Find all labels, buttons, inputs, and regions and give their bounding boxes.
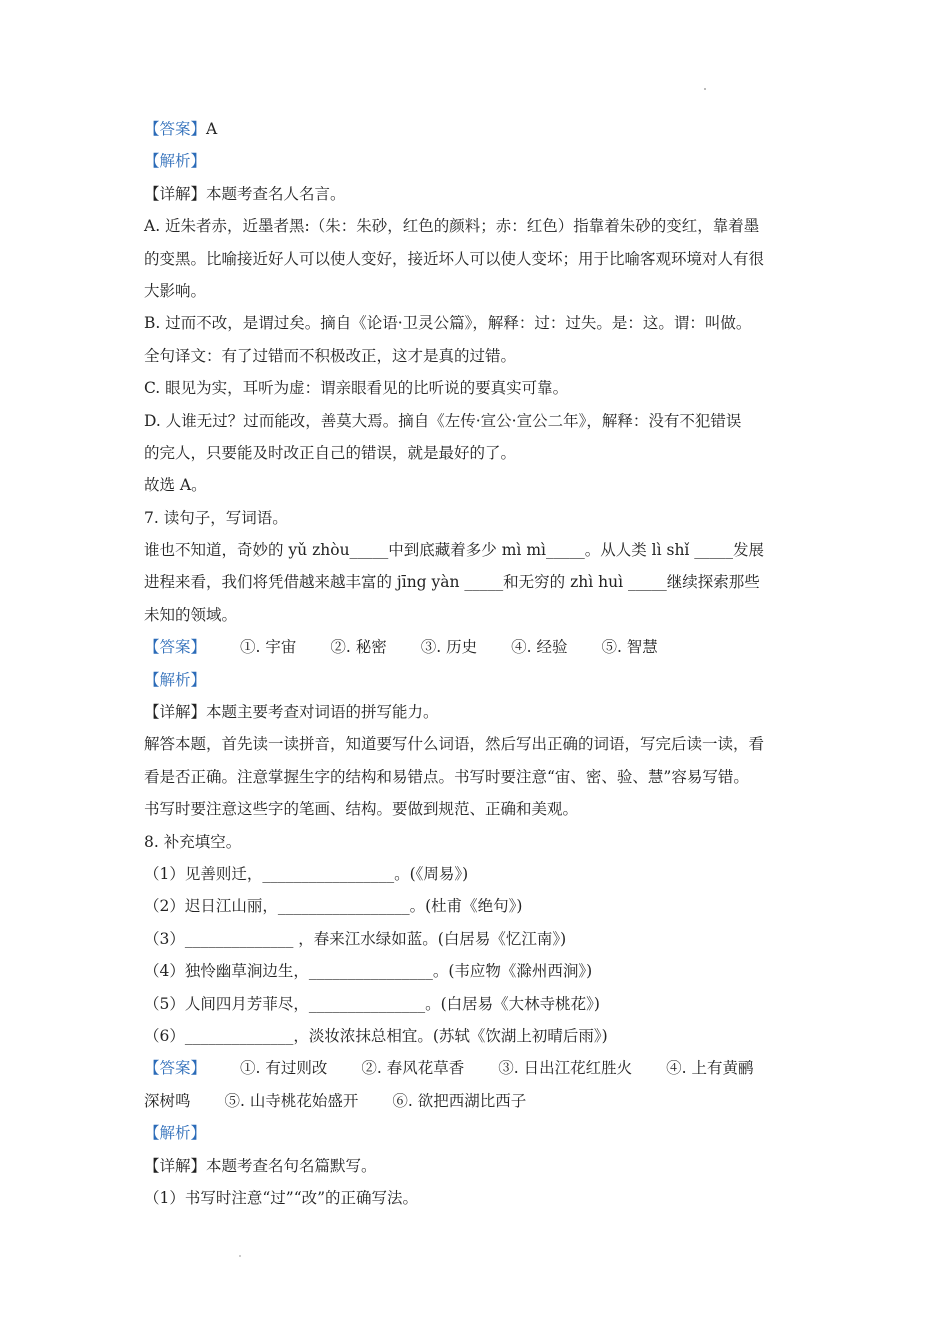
q7-sentence-line: 进程来看，我们将凭借越来越丰富的 jīng yàn _____和无穷的 zhì huì _____继续探索那些 xyxy=(144,573,760,592)
answer-item: ⑤. 山寺桃花始盛开 xyxy=(224,1091,359,1110)
analysis-tag: 【解析】 xyxy=(144,1124,207,1143)
q8-answer-line xyxy=(144,1052,820,1084)
q6-explain-line: 的变黑。比喻接近好人可以使人变好，接近坏人可以使人变坏；用于比喻客观环境对人有很 xyxy=(144,249,765,268)
detail-text: 本题考查名人名言。 xyxy=(206,184,346,203)
answer-item: ④. 经验 xyxy=(511,638,568,657)
scan-speck xyxy=(239,1255,241,1257)
q7-sentence-line: 谁也不知道，奇妙的 yǔ zhòu_____中到底藏着多少 mì mì_____。从人类 lì shǐ _____发展 xyxy=(144,541,765,560)
answer-tag: 【答案】 xyxy=(144,1059,207,1078)
q6-explain-line: C. 眼见为实，耳听为虚：谓亲眼看见的比听说的要真实可靠。 xyxy=(144,379,569,398)
answer-item: ③. 历史 xyxy=(420,638,478,657)
answer-tag: 【答案】 xyxy=(144,120,207,138)
q8-item: （4）独怜幽草涧边生，________________。(韦应物《滁州西涧》) xyxy=(144,962,593,981)
q7-analysis-line xyxy=(144,664,820,696)
q7-sentence-line: 未知的领域。 xyxy=(144,605,238,624)
q8-answer-line xyxy=(144,1085,820,1117)
answer-item: ①. 有过则改 xyxy=(240,1059,328,1078)
detail-tag: 【详解】 xyxy=(144,703,207,722)
q7-explain-line: 看是否正确。注意掌握生字的结构和易错点。书写时要注意“宙、密、验、慧”容易写错。 xyxy=(144,767,749,786)
q6-detail-line xyxy=(144,178,820,210)
q6-explain-line: 的完人，只要能及时改正自己的错误，就是最好的了。 xyxy=(144,443,517,462)
detail-tag: 【详解】 xyxy=(144,1156,207,1175)
q8-title: 8. 补充填空。 xyxy=(144,832,242,851)
q6-explain-line: 全句译文：有了过错而不积极改正，这才是真的过错。 xyxy=(144,346,517,365)
analysis-tag: 【解析】 xyxy=(144,670,207,689)
q6-explain-line: B. 过而不改，是谓过矣。摘自《论语·卫灵公篇》，解释：过：过失。是：这。谓：叫做。 xyxy=(144,314,752,333)
answer-tag: 【答案】 xyxy=(144,638,207,657)
q8-item: （1）见善则迁，_________________。(《周易》) xyxy=(144,864,469,883)
detail-text: 本题主要考查对词语的拼写能力。 xyxy=(206,703,439,722)
q6-analysis-line xyxy=(144,145,820,177)
scan-speck xyxy=(704,88,706,90)
q6-explain-line: D. 人谁无过？过而能改，善莫大焉。摘自《左传·宣公·宣公二年》，解释：没有不犯错误 xyxy=(144,411,742,430)
answer-item: ⑥. 欲把西湖比西子 xyxy=(392,1091,527,1110)
answer-item: ③. 日出江花红胜火 xyxy=(498,1059,633,1078)
answer-item: ①. 宇宙 xyxy=(240,638,297,657)
answer-value: A xyxy=(206,120,218,138)
q8-item: （5）人间四月芳菲尽，_______________。(白居易《大林寺桃花》) xyxy=(144,994,600,1013)
answer-item: ②. 春风花草香 xyxy=(361,1059,465,1078)
answer-item: ②. 秘密 xyxy=(330,638,387,657)
q8-item: （3）______________ ，春来江水绿如蓝。(白居易《忆江南》) xyxy=(144,929,567,948)
q8-analysis-line xyxy=(144,1117,820,1149)
q6-conclusion: 故选 A。 xyxy=(144,476,207,495)
q8-item: （2）迟日江山丽，_________________。(杜甫《绝句》) xyxy=(144,897,523,916)
q6-answer-line xyxy=(144,113,820,145)
q7-answer-line xyxy=(144,631,820,663)
q8-explain-line: （1）书写时注意“过”“改”的正确写法。 xyxy=(144,1188,419,1207)
q7-detail-line xyxy=(144,696,820,728)
detail-tag: 【详解】 xyxy=(144,184,207,203)
answer-item: ⑤. 智慧 xyxy=(601,638,658,657)
document-content xyxy=(144,113,820,1214)
answer-item: 深树鸣 xyxy=(144,1091,191,1110)
answer-item: ④. 上有黄鹂 xyxy=(666,1059,754,1078)
q8-detail-line xyxy=(144,1150,820,1182)
detail-text: 本题考查名句名篇默写。 xyxy=(206,1156,377,1175)
q8-item: （6）______________，淡妆浓抹总相宜。(苏轼《饮湖上初晴后雨》) xyxy=(144,1026,608,1045)
q6-explain-line: A. 近朱者赤，近墨者黑:（朱：朱砂，红色的颜料；赤：红色）指靠着朱砂的变红，靠着墨 xyxy=(144,217,760,236)
q7-explain-line: 书写时要注意这些字的笔画、结构。要做到规范、正确和美观。 xyxy=(144,800,579,819)
analysis-tag: 【解析】 xyxy=(144,152,207,171)
q6-explain-line: 大影响。 xyxy=(144,281,207,300)
q7-title: 7. 读句子，写词语。 xyxy=(144,508,288,527)
q7-explain-line: 解答本题，首先读一读拼音，知道要写什么词语，然后写出正确的词语，写完后读一读，看 xyxy=(144,735,765,754)
